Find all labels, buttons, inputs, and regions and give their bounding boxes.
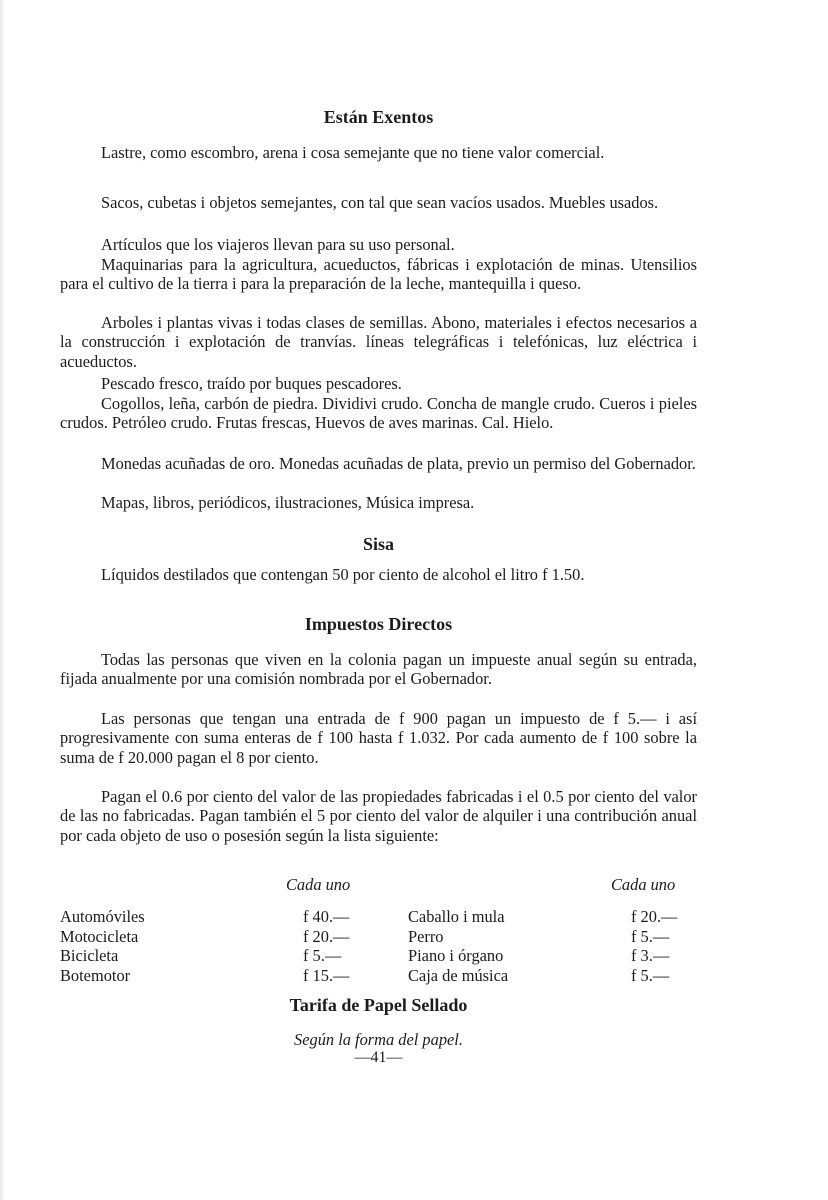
exentos-paragraph: Cogollos, leña, carbón de piedra. Dividivi crudo. Concha de mangle crudo. Cueros i pieles crudos. Petróleo crudo. Frutas frescas, Huevos de aves marinas. Cal. Hielo. [60, 394, 697, 433]
impuestos-paragraph: Las personas que tengan una entrada de f 900 pagan un impuesto de f 5.— i así progresivamente con suma enteras de f 100 hasta f 1.032. Por cada aumento de f 100 sobre la suma de f 20.000 pagan el 8 por ciento. [60, 709, 697, 767]
item-price: f 5.— [631, 966, 670, 985]
item-name: Bicicleta [60, 946, 119, 965]
exentos-paragraph: Artículos que los viajeros llevan para su uso personal. [101, 235, 455, 254]
heading-sisa: Sisa [362, 534, 395, 554]
table-header-left: Cada uno [286, 875, 351, 894]
exentos-paragraph: Mapas, libros, periódicos, ilustraciones, Música impresa. [101, 493, 475, 512]
impuestos-paragraph: Todas las personas que viven en la colonia pagan un impueste anual según su entrada, fijada anualmente por una comisión nombrada por el Gobernador. [60, 650, 697, 689]
item-name: Piano i órgano [408, 946, 504, 965]
heading-tarifa-papel-sellado: Tarifa de Papel Sellado [289, 995, 468, 1015]
table-row [60, 966, 697, 986]
exentos-paragraph: Sacos, cubetas i objetos semejantes, con tal que sean vacíos usados. Muebles usados. [101, 193, 659, 212]
exentos-paragraph: Arboles i plantas vivas i todas clases de semillas. Abono, materiales i efectos necesarios a la construcción i explotación de tranvías. líneas telegráficas i telefónicas, luz eléctrica i acueductos. [60, 313, 697, 371]
heading-impuestos-directos: Impuestos Directos [304, 614, 453, 634]
table-row [60, 927, 697, 947]
item-price: f 20.— [631, 907, 678, 926]
heading-estan-exentos: Están Exentos [323, 107, 434, 127]
item-price: f 5.— [631, 927, 670, 946]
item-name: Caja de música [408, 966, 509, 985]
page-number: —41— [354, 1049, 403, 1066]
item-name: Caballo i mula [408, 907, 505, 926]
exentos-paragraph: Monedas acuñadas de oro. Monedas acuñadas de plata, previo un permiso del Gobernador. [101, 454, 696, 473]
exentos-paragraph: Lastre, como escombro, arena i cosa semejante que no tiene valor comercial. [101, 143, 605, 162]
item-name: Perro [408, 927, 444, 946]
impuestos-paragraph: Pagan el 0.6 por ciento del valor de las propiedades fabricadas i el 0.5 por ciento del valor de las no fabricadas. Pagan también el 5 por ciento del valor de alquiler i una contribución anual por cada objeto de uso o posesión según la lista siguiente: [60, 787, 697, 845]
item-name: Botemotor [60, 966, 131, 985]
tarifa-subtitle: Según la forma del papel. [294, 1030, 463, 1049]
exentos-paragraph: Maquinarias para la agricultura, acueductos, fábricas i explotación de minas. Utensilios para el cultivo de la tierra i para la preparación de la leche, mantequilla i queso. [60, 255, 697, 294]
item-price: f 20.— [303, 927, 350, 946]
table-row [60, 907, 697, 927]
item-price: f 3.— [631, 946, 670, 965]
item-name: Motocicleta [60, 927, 139, 946]
table-row [60, 946, 697, 966]
table-header-right: Cada uno [611, 875, 676, 894]
page-spine-shadow [0, 0, 5, 1200]
item-price: f 40.— [303, 907, 350, 926]
item-price: f 15.— [303, 966, 350, 985]
item-name: Automóviles [60, 907, 145, 926]
exentos-paragraph: Pescado fresco, traído por buques pescadores. [101, 374, 402, 393]
item-price: f 5.— [303, 946, 342, 965]
sisa-paragraph: Líquidos destilados que contengan 50 por ciento de alcohol el litro f 1.50. [101, 565, 585, 584]
